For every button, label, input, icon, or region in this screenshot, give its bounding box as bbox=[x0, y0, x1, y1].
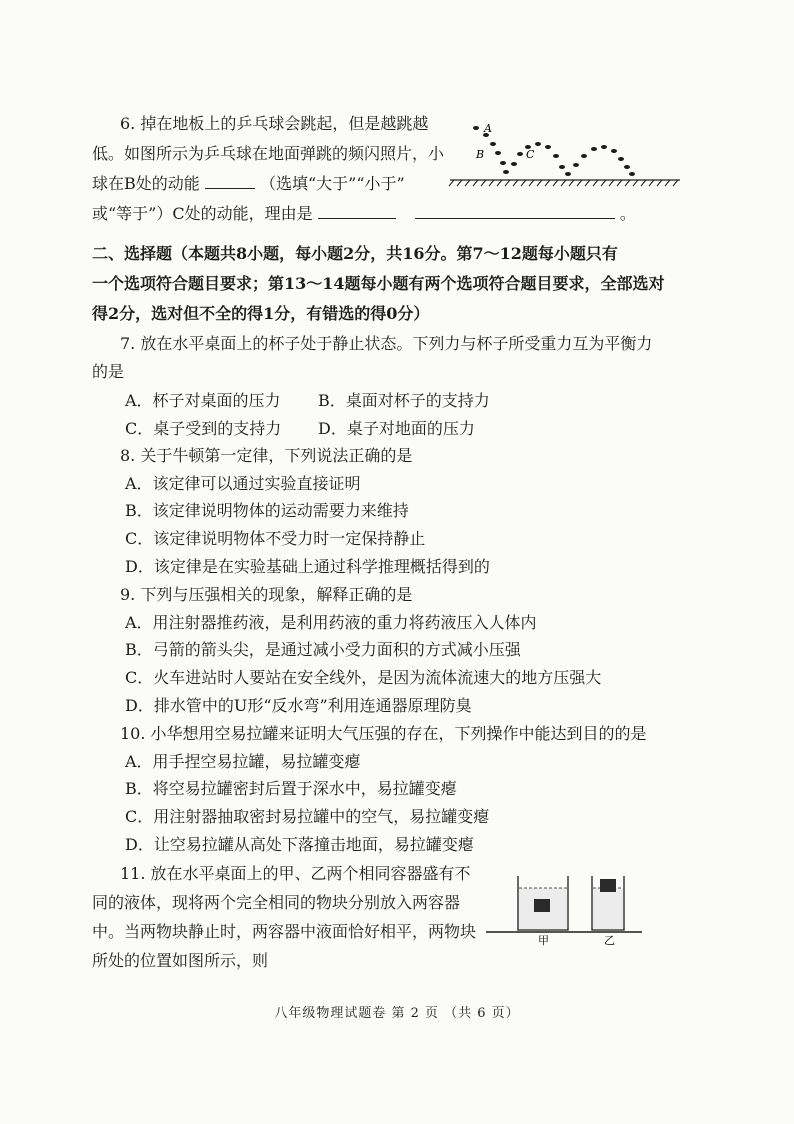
page-footer: 八年级物理试题卷 第 2 页 （共 6 页） bbox=[274, 1006, 520, 1021]
q7-option-d[interactable]: D．桌子对地面的压力 bbox=[318, 419, 475, 438]
block-yi bbox=[600, 879, 616, 892]
container-jia bbox=[518, 876, 568, 930]
q10-option-c[interactable]: C．用注射器抽取密封易拉罐中的空气，易拉罐变瘪 bbox=[125, 807, 490, 826]
q7-option-a[interactable]: A．杯子对桌面的压力 bbox=[125, 391, 281, 410]
label-c: C bbox=[526, 148, 535, 161]
section-2-title: 二、选择题（本题共8小题，每小题2分，共16分。第7～12题每小题只有 bbox=[92, 244, 618, 263]
q6-line-4-end: 。 bbox=[619, 204, 636, 223]
q6-line-4-text-a: 或“等于”）C处的动能，理由是 bbox=[92, 204, 313, 223]
q6-line-3-text-b: （选填“大于”“小于” bbox=[259, 174, 405, 193]
q6-line-4 bbox=[92, 203, 636, 225]
q8-option-a[interactable]: A．该定律可以通过实验直接证明 bbox=[125, 474, 361, 493]
label-b: B bbox=[476, 148, 485, 161]
block-jia bbox=[534, 899, 550, 912]
q6-answer-blank-2b[interactable] bbox=[415, 204, 615, 219]
q9-option-b[interactable]: B．弓箭的箭头尖，是通过减小受力面积的方式减小压强 bbox=[125, 640, 521, 659]
q10-option-d[interactable]: D．让空易拉罐从高处下落撞击地面，易拉罐变瘪 bbox=[125, 835, 474, 854]
section-2-line-3: 得2分，选对但不全的得1分，有错选的得0分） bbox=[92, 304, 430, 323]
container-yi bbox=[592, 876, 624, 930]
q10-stem: 10. 小华想用空易拉罐来证明大气压强的存在，下列操作中能达到目的的是 bbox=[120, 724, 647, 743]
q6-answer-blank-1[interactable] bbox=[205, 174, 255, 189]
q6-line-3 bbox=[92, 173, 405, 195]
q10-option-b[interactable]: B．将空易拉罐密封后置于深水中，易拉罐变瘪 bbox=[125, 779, 457, 798]
q9-option-c[interactable]: C．火车进站时人要站在安全线外，是因为流体流速大的地方压强大 bbox=[125, 668, 602, 687]
q8-option-d[interactable]: D．该定律是在实验基础上通过科学推理概括得到的 bbox=[125, 557, 490, 576]
q9-option-a[interactable]: A．用注射器推药液，是利用药液的重力将药液压入人体内 bbox=[125, 613, 537, 632]
q8-stem: 8. 关于牛顿第一定律，下列说法正确的是 bbox=[120, 446, 413, 465]
q11-line-3: 中。当两物块静止时，两容器中液面恰好相平，两物块 bbox=[92, 922, 477, 941]
q8-option-b[interactable]: B．该定律说明物体的运动需要力来维持 bbox=[125, 501, 409, 520]
containers-figure bbox=[484, 866, 644, 946]
q9-option-d[interactable]: D．排水管中的U形“反水弯”利用连通器原理防臭 bbox=[125, 696, 472, 715]
q6-answer-blank-2a[interactable] bbox=[318, 204, 396, 219]
label-a: A bbox=[484, 122, 492, 135]
q8-option-c[interactable]: C．该定律说明物体不受力时一定保持静止 bbox=[125, 529, 426, 548]
q6-line-3-text-a: 球在B处的动能 bbox=[92, 174, 200, 193]
q6-line-2: 低。如图所示为乒乓球在地面弹跳的频闪照片，小 bbox=[92, 144, 445, 163]
section-2-line-2: 一个选项符合题目要求；第13～14题每小题有两个选项符合题目要求，全部选对 bbox=[92, 274, 665, 293]
q7-option-b[interactable]: B．桌面对杯子的支持力 bbox=[318, 391, 490, 410]
q11-line-4: 所处的位置如图所示，则 bbox=[92, 951, 269, 970]
q11-line-1: 11. 放在水平桌面上的甲、乙两个相同容器盛有不 bbox=[120, 864, 471, 883]
q7-stem-2: 的是 bbox=[92, 362, 125, 381]
bouncing-ball-figure bbox=[440, 118, 685, 193]
label-jia: 甲 bbox=[538, 934, 549, 946]
q7-option-c[interactable]: C．桌子受到的支持力 bbox=[125, 419, 282, 438]
q9-stem: 9. 下列与压强相关的现象，解释正确的是 bbox=[120, 585, 413, 604]
q11-line-2: 同的液体，现将两个完全相同的物块分别放入两容器 bbox=[92, 893, 461, 912]
q10-option-a[interactable]: A．用手捏空易拉罐，易拉罐变瘪 bbox=[125, 752, 361, 771]
q6-line-1: 6. 掉在地板上的乒乓球会跳起，但是越跳越 bbox=[120, 114, 429, 133]
label-yi: 乙 bbox=[604, 934, 615, 946]
q7-stem-1: 7. 放在水平桌面上的杯子处于静止状态。下列力与杯子所受重力互为平衡力 bbox=[120, 334, 653, 353]
